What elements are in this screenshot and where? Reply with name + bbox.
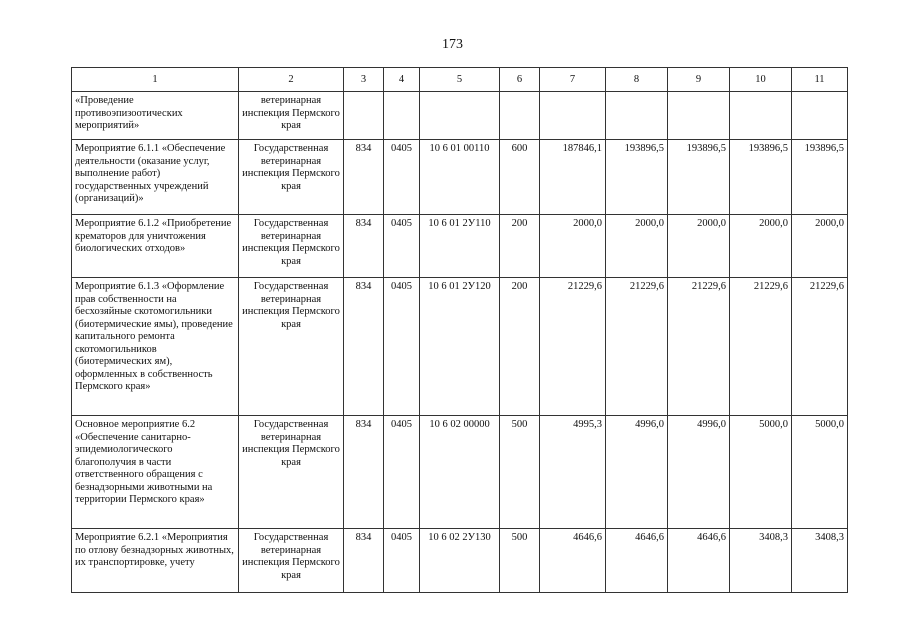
amount-col7: 4995,3 <box>540 416 606 529</box>
amount-col11: 2000,0 <box>792 215 848 278</box>
table-row <box>72 529 848 593</box>
header-row <box>72 68 848 92</box>
amount-col11: 3408,3 <box>792 529 848 593</box>
code-expense-type: 500 <box>500 416 540 529</box>
amount-col7: 4646,6 <box>540 529 606 593</box>
activity-name: Мероприятие 6.1.1 «Обеспечение деятельности (оказание услуг, выполнение работ) государственных учреждений (организаций)» <box>72 140 239 215</box>
amount-col9: 4646,6 <box>668 529 730 593</box>
column-header: 1 <box>72 68 239 92</box>
table-row <box>72 92 848 140</box>
amount-col7: 187846,1 <box>540 140 606 215</box>
amount-col9: 193896,5 <box>668 140 730 215</box>
code-section: 0405 <box>384 278 420 416</box>
amount-col11 <box>792 92 848 140</box>
organization: Государственная ветеринарная инспекция Пермского края <box>239 215 344 278</box>
amount-col7 <box>540 92 606 140</box>
amount-col9 <box>668 92 730 140</box>
amount-col11: 21229,6 <box>792 278 848 416</box>
code-ministry: 834 <box>344 140 384 215</box>
code-target: 10 6 02 00000 <box>420 416 500 529</box>
amount-col8: 4646,6 <box>606 529 668 593</box>
code-target: 10 6 01 2У120 <box>420 278 500 416</box>
amount-col10: 3408,3 <box>730 529 792 593</box>
column-header: 10 <box>730 68 792 92</box>
organization: ветеринарная инспекция Пермского края <box>239 92 344 140</box>
amount-col7: 21229,6 <box>540 278 606 416</box>
table-row <box>72 140 848 215</box>
page-number: 173 <box>442 37 463 52</box>
organization: Государственная ветеринарная инспекция Пермского края <box>239 140 344 215</box>
activity-name: Основное мероприятие 6.2 «Обеспечение санитарно-эпидемиологического благополучия в части ответственного обращения с безнадзорными животными на территории Пермского края» <box>72 416 239 529</box>
amount-col10 <box>730 92 792 140</box>
amount-col8: 2000,0 <box>606 215 668 278</box>
organization: Государственная ветеринарная инспекция Пермского края <box>239 529 344 593</box>
code-section: 0405 <box>384 140 420 215</box>
column-header: 3 <box>344 68 384 92</box>
amount-col8: 4996,0 <box>606 416 668 529</box>
amount-col9: 4996,0 <box>668 416 730 529</box>
organization: Государственная ветеринарная инспекция Пермского края <box>239 278 344 416</box>
code-expense-type: 200 <box>500 215 540 278</box>
amount-col7: 2000,0 <box>540 215 606 278</box>
code-target <box>420 92 500 140</box>
table-row <box>72 416 848 529</box>
column-header: 8 <box>606 68 668 92</box>
amount-col11: 5000,0 <box>792 416 848 529</box>
amount-col9: 21229,6 <box>668 278 730 416</box>
activity-name: Мероприятие 6.1.2 «Приобретение крематоров для уничтожения биологических отходов» <box>72 215 239 278</box>
code-section: 0405 <box>384 529 420 593</box>
amount-col10: 5000,0 <box>730 416 792 529</box>
amount-col10: 21229,6 <box>730 278 792 416</box>
code-section <box>384 92 420 140</box>
amount-col9: 2000,0 <box>668 215 730 278</box>
activity-name: Мероприятие 6.1.3 «Оформление прав собственности на бесхозяйные скотомогильники (биотермические ямы), проведение капитального ремонта скотомогильников (биотермических ям), оформленных в собственность Пермского края» <box>72 278 239 416</box>
column-header: 6 <box>500 68 540 92</box>
code-section: 0405 <box>384 215 420 278</box>
amount-col10: 2000,0 <box>730 215 792 278</box>
code-expense-type: 200 <box>500 278 540 416</box>
code-ministry: 834 <box>344 529 384 593</box>
code-target: 10 6 01 00110 <box>420 140 500 215</box>
activity-name: Мероприятие 6.2.1 «Мероприятия по отлову безнадзорных животных, их транспортировке, учету <box>72 529 239 593</box>
code-ministry: 834 <box>344 278 384 416</box>
code-ministry <box>344 92 384 140</box>
table-row <box>72 215 848 278</box>
code-expense-type: 500 <box>500 529 540 593</box>
code-expense-type: 600 <box>500 140 540 215</box>
amount-col8: 21229,6 <box>606 278 668 416</box>
table-row <box>72 278 848 416</box>
amount-col8: 193896,5 <box>606 140 668 215</box>
amount-col8 <box>606 92 668 140</box>
budget-table <box>71 67 848 593</box>
code-target: 10 6 01 2У110 <box>420 215 500 278</box>
column-header: 5 <box>420 68 500 92</box>
organization: Государственная ветеринарная инспекция Пермского края <box>239 416 344 529</box>
code-target: 10 6 02 2У130 <box>420 529 500 593</box>
column-header: 4 <box>384 68 420 92</box>
code-expense-type <box>500 92 540 140</box>
activity-name: «Проведение противоэпизоотических мероприятий» <box>72 92 239 140</box>
code-section: 0405 <box>384 416 420 529</box>
column-header: 7 <box>540 68 606 92</box>
column-header: 9 <box>668 68 730 92</box>
column-header: 11 <box>792 68 848 92</box>
amount-col11: 193896,5 <box>792 140 848 215</box>
code-ministry: 834 <box>344 416 384 529</box>
column-header: 2 <box>239 68 344 92</box>
amount-col10: 193896,5 <box>730 140 792 215</box>
code-ministry: 834 <box>344 215 384 278</box>
